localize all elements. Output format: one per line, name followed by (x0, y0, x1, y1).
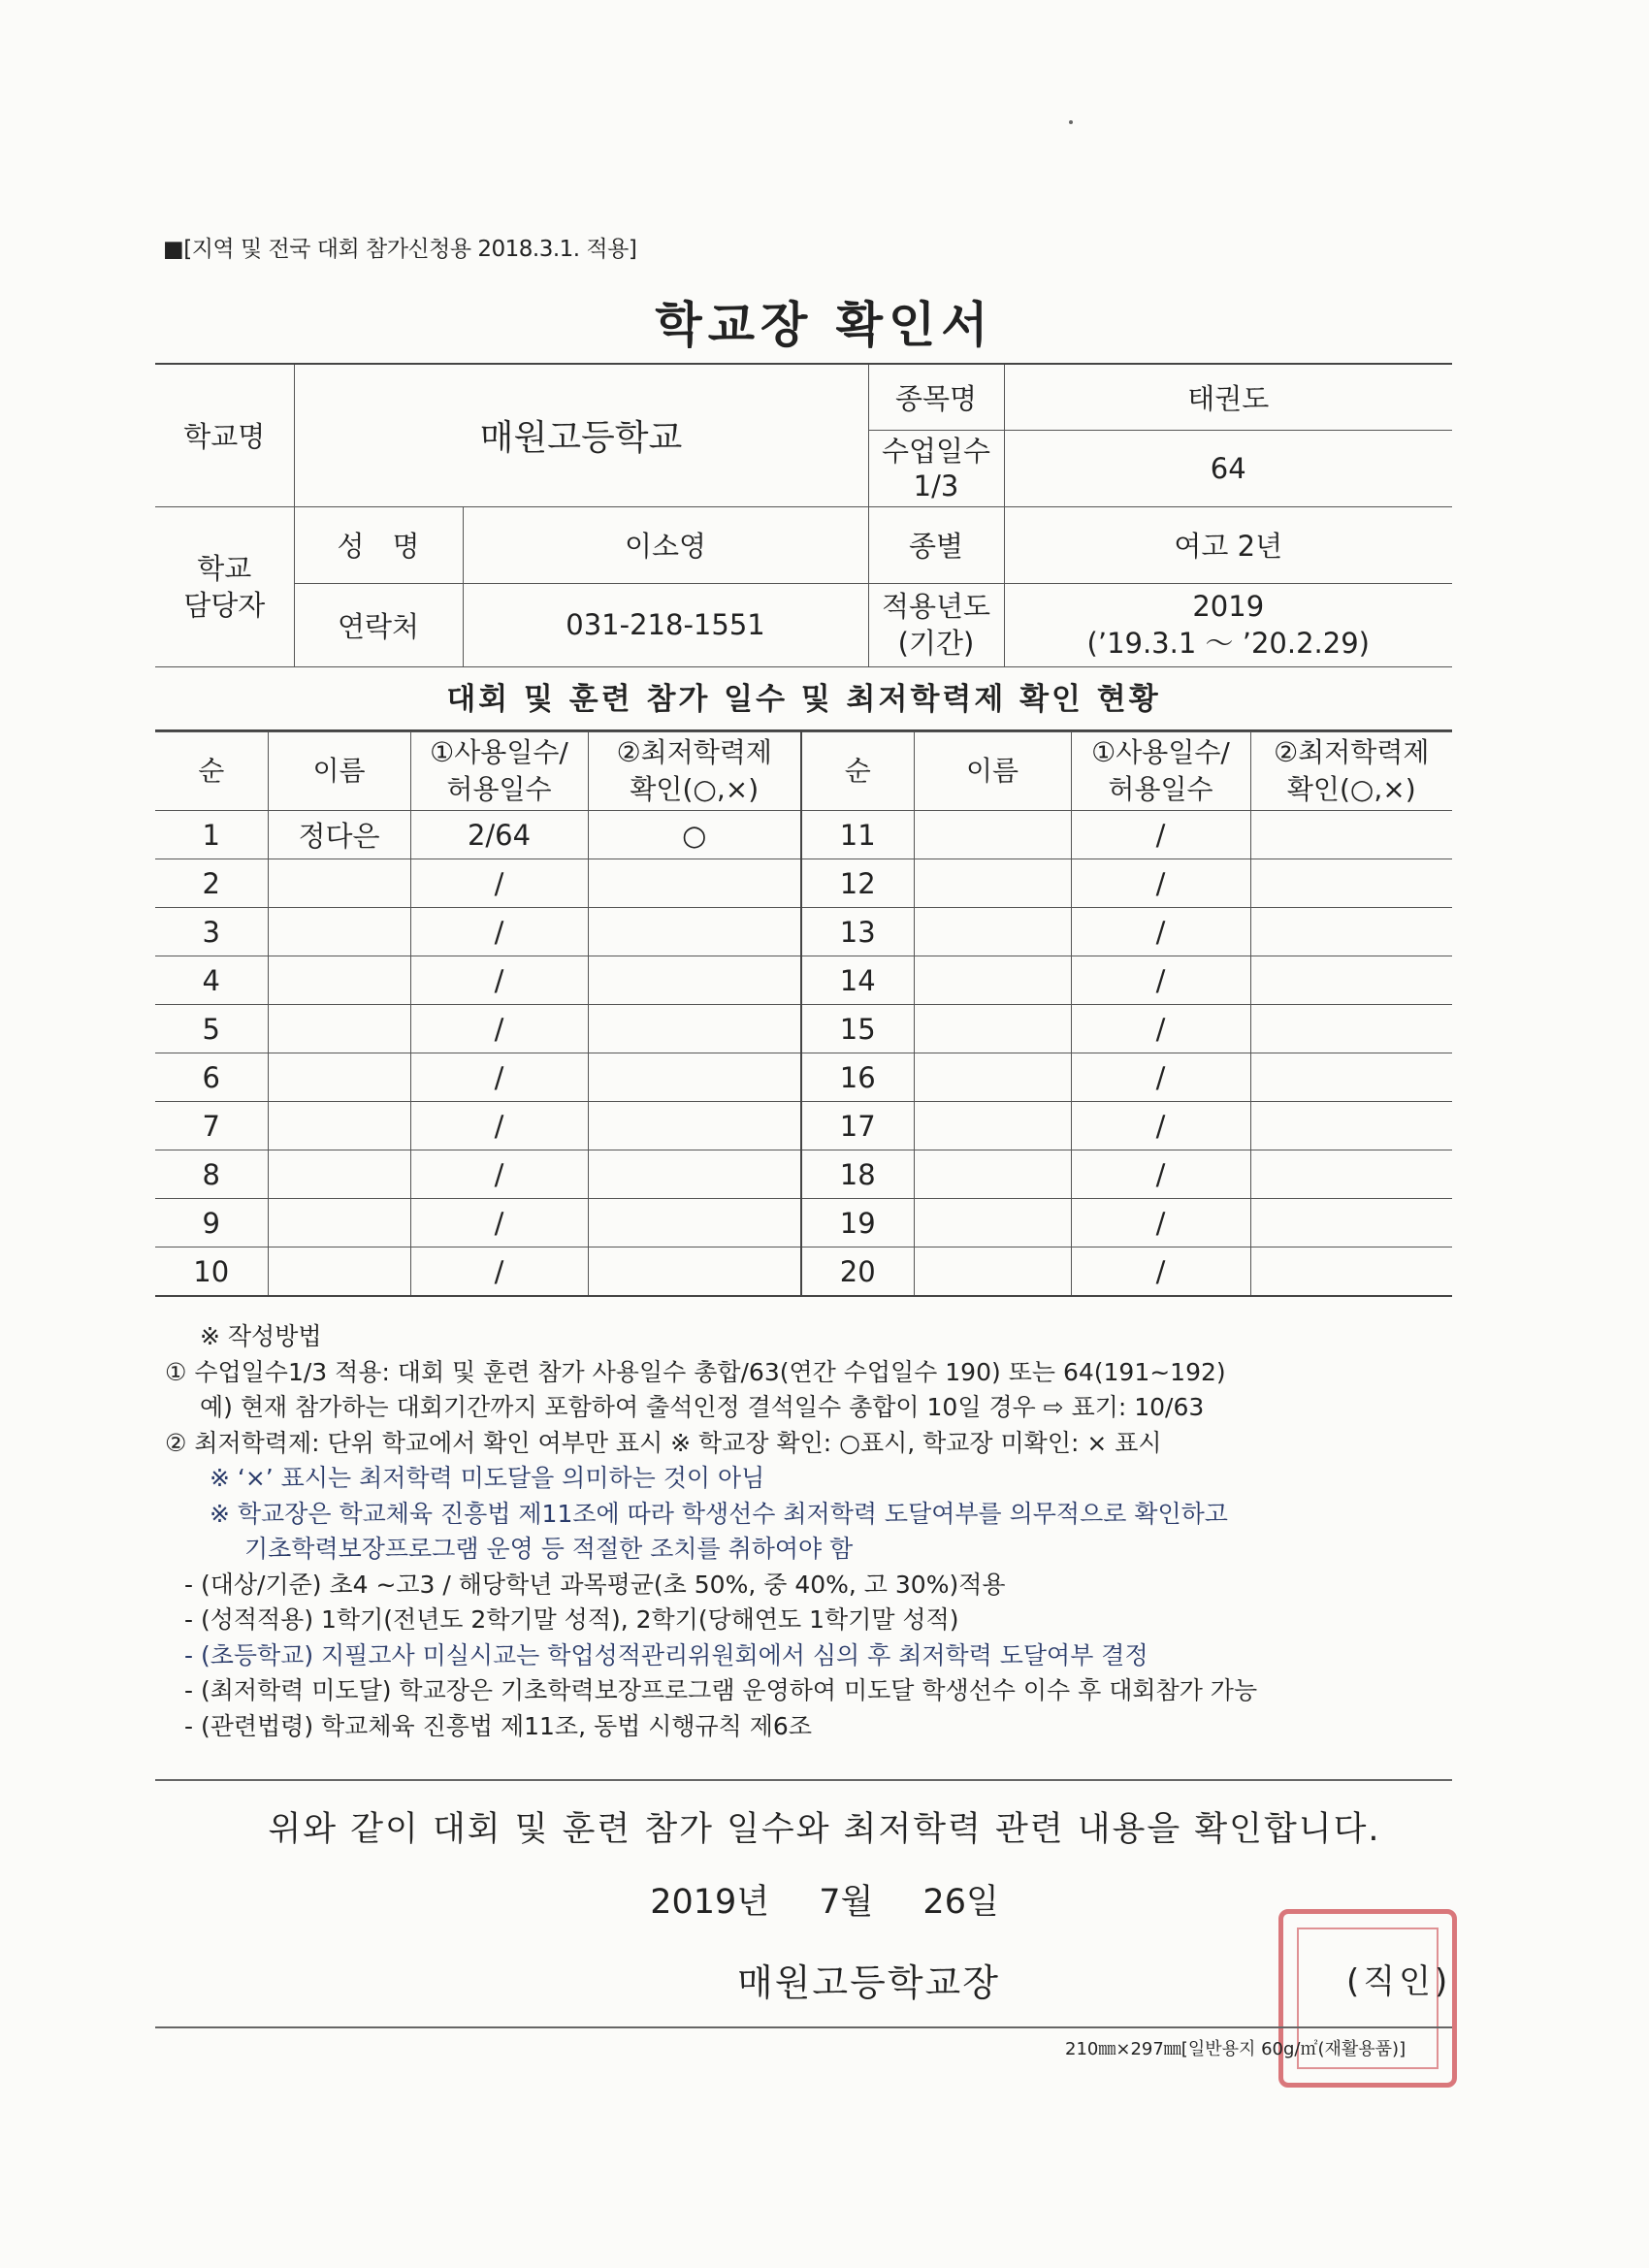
manager-name-value: 이소영 (463, 506, 868, 583)
row-name-2 (914, 1102, 1071, 1150)
divider-bottom (155, 2026, 1452, 2028)
row-check-2 (1250, 1005, 1452, 1053)
row-check-2 (1250, 1053, 1452, 1102)
school-days-label (868, 430, 1004, 506)
header-check-2-line1: ②최저학력제 (1274, 736, 1430, 768)
row-days-2: / (1071, 1005, 1250, 1053)
row-check (588, 1053, 801, 1102)
confirmation-statement: 위와 같이 대회 및 훈련 참가 일수와 최저학력 관련 내용을 확인합니다. (268, 1810, 1381, 1849)
row-name-2 (914, 908, 1071, 956)
row-days-2: / (1071, 1102, 1250, 1150)
header-name: 이름 (268, 732, 410, 811)
row-no-2: 15 (801, 1005, 914, 1053)
instruction-3: ※ ‘×’ 표시는 최저학력 미도달을 의미하는 것이 아님 (210, 1464, 765, 1492)
instruction-1a: ① 수업일수1/3 적용: 대회 및 훈련 참가 사용일수 총합/63(연간 수업일수 190) 또는 64(191~192) (165, 1357, 1226, 1386)
row-check (588, 859, 801, 908)
row-no-2: 17 (801, 1102, 914, 1150)
row-no: 2 (155, 859, 268, 908)
period-label (868, 583, 1004, 666)
instruction-4a: ※ 학교장은 학교체육 진흥법 제11조에 따라 학생선수 최저학력 도달여부를 의무적으로 확인하고 (210, 1499, 1228, 1528)
school-days-label-line2: 1/3 (913, 469, 959, 502)
table-row (155, 1053, 1452, 1102)
contact-value: 031-218-1551 (463, 583, 868, 666)
table-row (155, 1247, 1452, 1297)
manager-name-label: 성 명 (294, 506, 463, 583)
row-name (268, 1199, 410, 1247)
school-days-value: 64 (1004, 430, 1452, 506)
form-tag: ■[지역 및 전국 대회 참가신청용 2018.3.1. 적용] (163, 237, 637, 262)
row-check (588, 1199, 801, 1247)
period-range: (’19.3.1 ～ ’20.2.29) (1086, 627, 1370, 660)
instruction-2: ② 최저학력제: 단위 학교에서 확인 여부만 표시 ※ 학교장 확인: ○표시, 학교장 미확인: × 표시 (165, 1428, 1162, 1457)
row-check (588, 908, 801, 956)
row-check-2 (1250, 1102, 1452, 1150)
period-label-line2: (기간) (897, 627, 975, 660)
header-no-2: 순 (801, 732, 914, 811)
row-name (268, 1102, 410, 1150)
row-check-2 (1250, 1199, 1452, 1247)
period-year: 2019 (1192, 590, 1265, 623)
row-no: 7 (155, 1102, 268, 1150)
instruction-1b: 예) 현재 참가하는 대회기간까지 포함하여 출석인정 결석일수 총합이 10일 경우 ⇨ 표기: 10/63 (200, 1393, 1205, 1421)
row-days: / (410, 956, 588, 1005)
contact-label: 연락처 (294, 583, 463, 666)
header-check (588, 732, 801, 811)
row-no-2: 18 (801, 1150, 914, 1199)
row-check-2 (1250, 908, 1452, 956)
row-no-2: 20 (801, 1247, 914, 1297)
row-days-2: / (1071, 1150, 1250, 1199)
manager-label-line1: 학교 (197, 551, 252, 585)
row-days-2: / (1071, 1247, 1250, 1297)
table-row (155, 859, 1452, 908)
principal-name: 매원고등학교장 (737, 1961, 1000, 2004)
period-value (1004, 583, 1452, 666)
row-no-2: 11 (801, 811, 914, 859)
row-check (588, 956, 801, 1005)
row-name (268, 1247, 410, 1297)
row-days-2: / (1071, 1053, 1250, 1102)
instruction-detail-1: - (대상/기준) 초4 ~고3 / 해당학년 과목평균(초 50%, 중 40%, 고 30%)적용 (184, 1570, 1006, 1599)
header-days-2-line2: 허용일수 (1108, 773, 1213, 805)
row-days-2: / (1071, 1199, 1250, 1247)
header-check-2 (1250, 732, 1452, 811)
row-name-2 (914, 1247, 1071, 1297)
row-no-2: 14 (801, 956, 914, 1005)
period-label-line1: 적용년도 (881, 590, 991, 623)
header-days (410, 732, 588, 811)
row-check (588, 1005, 801, 1053)
table-row (155, 1150, 1452, 1199)
row-name: 정다은 (268, 811, 410, 859)
row-no: 4 (155, 956, 268, 1005)
participation-table (155, 731, 1452, 1297)
school-info-table (155, 363, 1452, 667)
issue-date: 2019년 7월 26일 (650, 1883, 999, 1922)
manager-label (155, 506, 294, 666)
header-days-line2: 허용일수 (446, 773, 552, 805)
manager-label-line2: 담당자 (183, 588, 266, 622)
row-no: 8 (155, 1150, 268, 1199)
row-check-2 (1250, 1150, 1452, 1199)
row-days-2: / (1071, 811, 1250, 859)
school-days-label-line1: 수업일수 (881, 434, 991, 468)
instruction-4b: 기초학력보장프로그램 운영 등 적절한 조치를 취하여야 함 (244, 1535, 854, 1563)
instruction-detail-4: - (최저학력 미도달) 학교장은 기초학력보장프로그램 운영하여 미도달 학생선수 이수 후 대회참가 가능 (184, 1676, 1258, 1704)
table-row (155, 908, 1452, 956)
row-check (588, 1102, 801, 1150)
school-name-value: 매원고등학교 (294, 364, 868, 506)
row-days: / (410, 1247, 588, 1297)
row-no-2: 16 (801, 1053, 914, 1102)
row-no-2: 19 (801, 1199, 914, 1247)
seal-label: (직인) (1346, 1962, 1452, 2001)
sport-value: 태권도 (1004, 364, 1452, 430)
table-row (155, 811, 1452, 859)
row-check: ○ (588, 811, 801, 859)
row-name (268, 859, 410, 908)
row-check (588, 1247, 801, 1297)
row-no: 6 (155, 1053, 268, 1102)
row-no-2: 13 (801, 908, 914, 956)
row-no: 1 (155, 811, 268, 859)
participation-header-row (155, 732, 1452, 811)
row-check-2 (1250, 956, 1452, 1005)
row-name (268, 1005, 410, 1053)
header-days-line1: ①사용일수/ (430, 736, 568, 768)
header-check-2-line2: 확인(○,×) (1286, 773, 1416, 805)
instructions (165, 1319, 1465, 1744)
row-name-2 (914, 1005, 1071, 1053)
sport-label: 종목명 (868, 364, 1004, 430)
instructions-heading: ※ 작성방법 (200, 1322, 322, 1350)
table-row (155, 1199, 1452, 1247)
row-no: 9 (155, 1199, 268, 1247)
instruction-detail-3: - (초등학교) 지필고사 미실시교는 학업성적관리위원회에서 심의 후 최저학력 도달여부 결정 (184, 1640, 1148, 1669)
row-name (268, 1150, 410, 1199)
row-name (268, 956, 410, 1005)
header-days-2 (1071, 732, 1250, 811)
row-days: 2/64 (410, 811, 588, 859)
row-days-2: / (1071, 956, 1250, 1005)
row-no: 10 (155, 1247, 268, 1297)
row-days-2: / (1071, 859, 1250, 908)
instruction-detail-2: - (성적적용) 1학기(전년도 2학기말 성적), 2학기(당해연도 1학기말 성적) (184, 1605, 959, 1634)
header-name-2: 이름 (914, 732, 1071, 811)
row-check (588, 1150, 801, 1199)
header-no: 순 (155, 732, 268, 811)
row-no: 3 (155, 908, 268, 956)
row-name-2 (914, 1150, 1071, 1199)
document-title: 학교장 확인서 (655, 297, 994, 353)
row-name-2 (914, 859, 1071, 908)
row-name-2 (914, 956, 1071, 1005)
table-row (155, 956, 1452, 1005)
category-label: 종별 (868, 506, 1004, 583)
row-check-2 (1250, 859, 1452, 908)
scan-speck (1069, 120, 1073, 124)
school-name-label: 학교명 (155, 364, 294, 506)
header-check-line1: ②최저학력제 (616, 736, 772, 768)
row-days: / (410, 1005, 588, 1053)
row-days: / (410, 1102, 588, 1150)
row-check-2 (1250, 1247, 1452, 1297)
row-name (268, 1053, 410, 1102)
row-no-2: 12 (801, 859, 914, 908)
table-row (155, 1102, 1452, 1150)
table-row (155, 1005, 1452, 1053)
instruction-detail-5: - (관련법령) 학교체육 진흥법 제11조, 동법 시행규칙 제6조 (184, 1711, 812, 1740)
row-name (268, 908, 410, 956)
row-name-2 (914, 1199, 1071, 1247)
row-name-2 (914, 1053, 1071, 1102)
row-name-2 (914, 811, 1071, 859)
row-days: / (410, 1199, 588, 1247)
category-value: 여고 2년 (1004, 506, 1452, 583)
divider-top (155, 1779, 1452, 1781)
row-days: / (410, 859, 588, 908)
row-no: 5 (155, 1005, 268, 1053)
row-check-2 (1250, 811, 1452, 859)
paper-spec: 210㎜×297㎜[일반용지 60g/㎡(재활용품)] (1065, 2039, 1406, 2059)
row-days: / (410, 1150, 588, 1199)
header-check-line2: 확인(○,×) (630, 773, 760, 805)
header-days-2-line1: ①사용일수/ (1091, 736, 1230, 768)
row-days: / (410, 908, 588, 956)
row-days-2: / (1071, 908, 1250, 956)
row-days: / (410, 1053, 588, 1102)
participation-section-title: 대회 및 훈련 참가 일수 및 최저학력제 확인 현황 (155, 667, 1452, 731)
